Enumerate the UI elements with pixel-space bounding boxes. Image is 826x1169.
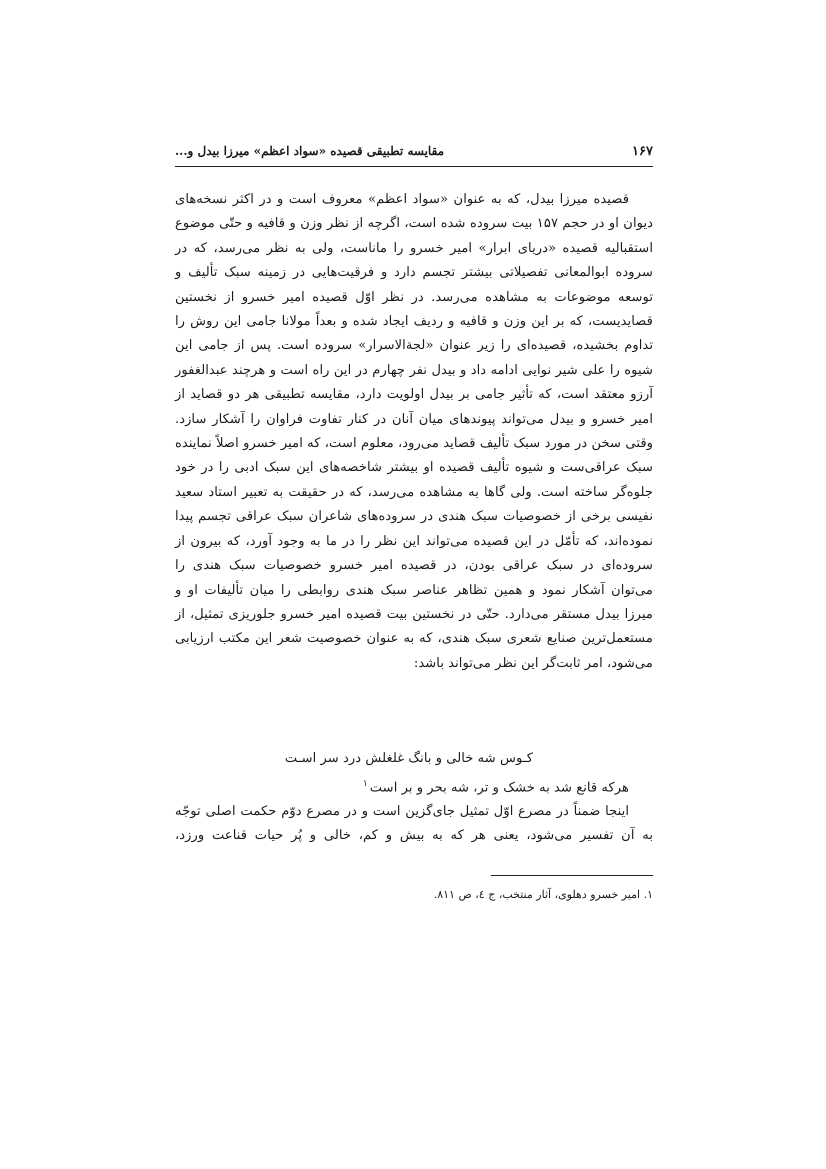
verse-line-1-text: کـوس شه خالی و بانگ غلغلش درد سر اسـت: [284, 751, 533, 766]
header-rule: [175, 166, 653, 167]
main-text: [175, 188, 653, 676]
footnote-text: ۱. امیر خسرو دهلوی، آثار منتخب، ج ٤، ص ۸۱۱.: [433, 888, 653, 901]
continuation-text: [175, 800, 653, 849]
verse-line-2: [175, 772, 653, 800]
paragraph-2: اینجا ضمناً در مصرع اوّل تمثیل جای‌گزین است و در مصرع دوّم حکمت اصلی توجّه به آن تفسیر می‌شود، یعنی هر که به بیش و کم، خالی و پُر حیات قناعت ورزد،: [175, 804, 653, 844]
footnote-rule: [491, 875, 653, 876]
book-page: [175, 138, 653, 938]
footnote-marker: ۱: [362, 779, 368, 789]
running-header: [175, 144, 653, 166]
page-number: ۱۶۷: [632, 144, 653, 159]
footnote: [175, 886, 653, 904]
paragraph-1: قصیده میرزا بیدل، که به عنوان «سواد اعظم» معروف است و در اکثر نسخه‌های دیوان او در حجم ۱۵۷ بیت سروده شده است، اگرچه از نظر وزن و قافیه و حتّی موضوع استقبالیه قصیده «دریای ابرار» امیر خسرو را ماناست، ولی به نظر می‌رسد، که در سروده ابوالمعانی تفصیلاتی بیشتر تجسم دارد و فرقیت‌هایی در زمینه سبک تألیف و توسعه موضوعات به مشاهده می‌رسد. در نظر اوّل قصیده امیر خسرو از نخستین قصایدیست، که بر این وزن و قافیه و ردیف ایجاد شده و بعداً مولانا جامی این روش را تداوم بخشیده، قصیده‌ای را زیر عنوان «لجةالاسرار» سروده است. پس از جامی این شیوه را علی شیر نوایی ادامه داد و بیدل نفر چهارم در این راه است و هرچند عبدالغفور آرزو معتقد است، که تأثیر جامی بر بیدل اولویت دارد، مقایسه تطبیقی هر دو قصاید از امیر خسرو و بیدل می‌تواند پیوندهای میان آنان در کنار تفاوت فراوان را آشکار سازد. وقتی سخن در مورد سبک تألیف قصاید می‌رود، معلوم است، که امیر خسرو اصلاً نماینده سبک عراقی‌ست و شیوه تألیف قصیده او بیشتر شاخصه‌های این سبک ادبی را در خود جلوه‌گر ساخته است. ولی گاها به مشاهده می‌رسد، که در حقیقت به تعبیر استاد سعید نفیسی برخی از خصوصیات سبک هندی در سروده‌های شاعران سبک عراقی تجسم پیدا نموده‌اند، که تأمّل در این قصیده می‌تواند این نظر را در ما به وجود آورد، که بیرون از سروده‌ای در سبک عراقی بودن، در قصیده امیر خسرو خصوصیات سبک هندی را می‌توان آشکار نمود و همین تظاهر عناصر سبک هندی روابطی را میان تألیفات او و میرزا بیدل مستقر می‌دارد. حتّی در نخستین بیت قصیده امیر خسرو جلوریزی تمثیل، از مستعمل‌ترین صنایع شعری سبک هندی، که به عنوان خصوصیت شعر این مکتب ارزیابی می‌شود، امر ثابت‌گر این نظر می‌تواند باشد:: [175, 192, 653, 671]
running-title: مقایسه تطبیقی قصیده «سواد اعظم» میرزا بیدل و...: [175, 144, 445, 158]
verse-line-2-text: هرکه قانع شد به خشک و تر، شه بحر و بر است: [369, 780, 629, 796]
verse-line-1: [175, 747, 653, 771]
